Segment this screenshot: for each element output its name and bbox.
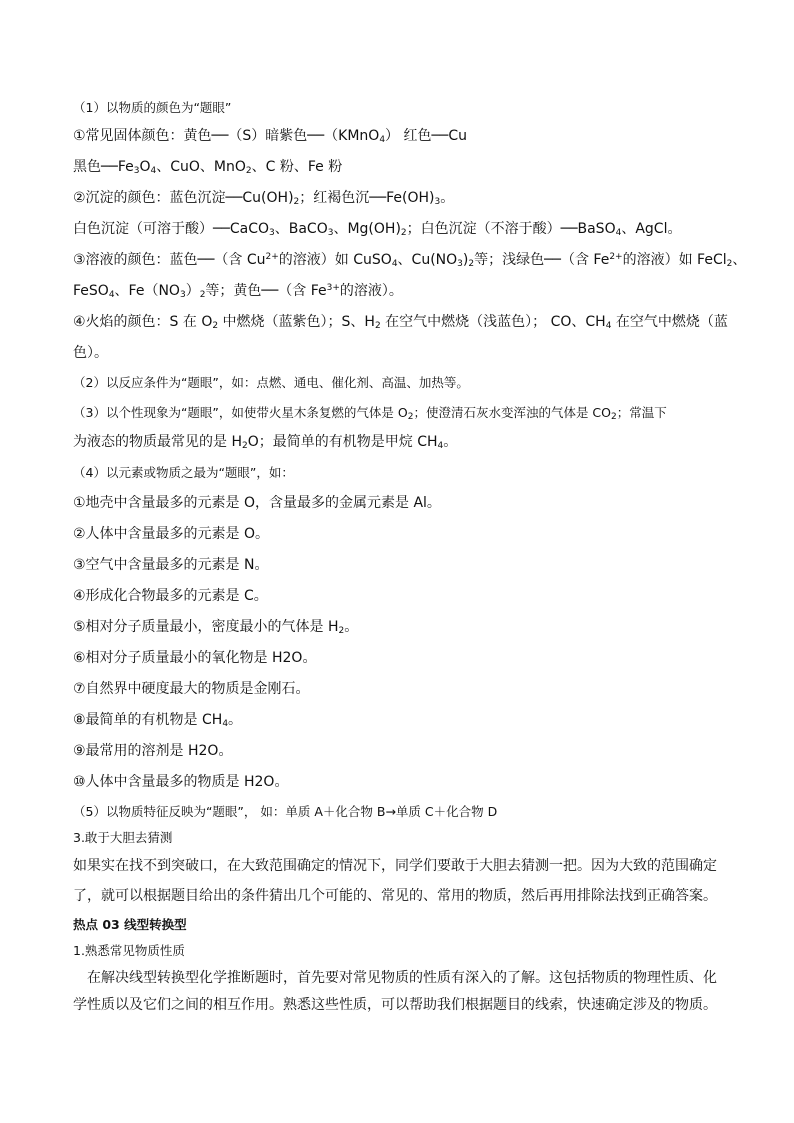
text-run: 、Mg(OH): [333, 221, 401, 237]
text-run: ⑤相对分子质量最小，密度最小的气体是 H: [73, 619, 339, 635]
text-run: O；最简单的有机物是甲烷 CH: [247, 434, 438, 450]
subscript: 4: [108, 290, 115, 300]
text-run: （3）以个性现象为“题眼”，如使带火星木条复燃的气体是 O: [73, 405, 408, 420]
subscript: 3: [179, 290, 186, 300]
text-run: ⑥相对分子质量最小的氧化物是 H2O。: [73, 650, 317, 666]
subscript: 2: [468, 259, 475, 269]
subscript: 4: [379, 135, 386, 145]
text-run: ①地壳中含量最多的元素是 O，含量最多的金属元素是 Al。: [73, 495, 441, 511]
list-item-solution-colors-cont: [73, 281, 403, 301]
text-run: （2）以反应条件为“题眼”，如：点燃、通电、催化剂、高温、加热等。: [73, 375, 469, 390]
text-run: 的溶液）。: [339, 283, 403, 299]
text-run: 在空气中燃烧（浅蓝色）； CO、CH: [380, 314, 606, 330]
list-item-solid-colors: [73, 126, 467, 146]
list-item-superlative-1: [73, 493, 441, 513]
text-run: 、: [732, 252, 747, 268]
text-run: 、Cu(NO: [397, 252, 458, 268]
text-run: 3.敢于大胆去猜测: [73, 830, 173, 845]
text-run: ②人体中含量最多的元素是 O。: [73, 526, 270, 542]
text-run: 、AgCl。: [621, 221, 682, 237]
list-item-superlative-4: [73, 586, 268, 606]
subscript: 2: [212, 321, 219, 331]
text-run: 为液态的物质最常见的是 H: [73, 434, 242, 450]
text-run: 色）。: [73, 345, 108, 361]
text-run: 学性质以及它们之间的相互作用。熟悉这些性质，可以帮助我们根据题目的线索，快速确定涉及的物质。: [73, 997, 717, 1013]
text-run: ③溶液的颜色：蓝色──（含 Cu: [73, 252, 266, 268]
text-run: 的溶液）如 FeCl: [622, 252, 727, 268]
paragraph-properties-cont: [73, 995, 717, 1015]
text-run: 黑色──Fe: [73, 159, 134, 175]
text-run: （5）以物质特征反映为“题眼”， 如：单质 A＋化合物 B→单质 C＋化合物 D: [73, 804, 498, 819]
list-item-superlative-3: [73, 555, 268, 575]
text-run: ④火焰的颜色：S 在 O: [73, 314, 213, 330]
subscript: 4: [391, 259, 398, 269]
section-heading-superlatives: [73, 463, 294, 483]
hotspot-heading: [73, 915, 187, 935]
section-heading-conditions: [73, 373, 469, 393]
subscript: 4: [222, 719, 229, 729]
text-run: 了，就可以根据题目给出的条件猜出几个可能的、常见的、常用的物质，然后再用排除法找到正确答案。: [73, 888, 717, 904]
list-item-white-precipitates: [73, 219, 681, 239]
text-run: ④形成化合物最多的元素是 C。: [73, 588, 268, 604]
subscript: 2: [407, 412, 414, 422]
text-run: 的溶液）如 CuSO: [278, 252, 392, 268]
text-run: ；白色沉淀（不溶于酸）──BaSO: [406, 221, 616, 237]
subscript: 2: [374, 321, 381, 331]
section-heading-reactions: [73, 802, 497, 822]
subscript: 4: [605, 321, 612, 331]
text-run: 、C 粉、Fe 粉: [251, 159, 343, 175]
subscript: 2: [400, 228, 407, 238]
section-heading-guess: [73, 828, 172, 848]
text-run: ⑨最常用的溶剂是 H2O。: [73, 743, 233, 759]
text-run: O: [139, 159, 151, 175]
paragraph-guess: [73, 856, 717, 876]
list-item-black-solids: [73, 157, 342, 177]
text-run: 。: [440, 190, 455, 206]
subscript: 2: [199, 290, 206, 300]
subscript: 3: [327, 228, 334, 238]
text-run: 。: [443, 434, 458, 450]
text-run: 1.熟悉常见物质性质: [73, 943, 185, 958]
subscript: 3: [457, 259, 463, 269]
subscript: 2: [338, 626, 345, 636]
subscript: 2: [293, 197, 300, 207]
list-item-solution-colors: [73, 250, 746, 270]
list-item-flame-colors-cont: [73, 343, 108, 363]
list-item-flame-colors: [73, 312, 728, 332]
text-run: 、BaCO: [274, 221, 328, 237]
subscript: 2: [245, 166, 252, 176]
text-run: 白色沉淀（可溶于酸）──CaCO: [73, 221, 270, 237]
list-item-superlative-8: [73, 710, 242, 730]
text-run: ⑩人体中含量最多的物质是 H2O。: [73, 774, 289, 790]
superscript: 2+: [265, 252, 279, 262]
text-run: ①常见固体颜色：黄色──（S）暗紫色──（KMnO: [73, 128, 380, 144]
text-run: 、Fe（NO: [114, 283, 180, 299]
text-run: ⑧最简单的有机物是 CH: [73, 712, 223, 728]
subscript: 4: [150, 166, 157, 176]
text-run: ；使澄清石灰水变浑浊的气体是 CO: [413, 405, 611, 420]
text-run: 在解决线型转换型化学推断题时，首先要对常见物质的性质有深入的了解。这包括物质的物理性质、化: [87, 970, 717, 986]
text-run: 如果实在找不到突破口，在大致范围确定的情况下，同学们要敢于大胆去猜测一把。因为大致的范围确定: [73, 858, 717, 874]
text-run: 。: [344, 619, 359, 635]
subscript: 3: [133, 166, 140, 176]
text-run: 热点 03 线型转换型: [73, 917, 187, 932]
subscript: 2: [726, 259, 733, 269]
section-heading-phenomena: [73, 403, 667, 423]
list-item-superlative-5: [73, 617, 358, 637]
text-run: ): [462, 252, 469, 268]
text-run: ③空气中含量最多的元素是 N。: [73, 557, 269, 573]
section-heading-properties: [73, 941, 185, 961]
text-run: 、CuO、MnO: [156, 159, 246, 175]
text-run: ②沉淀的颜色：蓝色沉淀──Cu(OH): [73, 190, 294, 206]
subscript: 4: [615, 228, 622, 238]
text-run: 中燃烧（蓝紫色）；S、H: [218, 314, 375, 330]
subscript: 4: [437, 441, 444, 451]
text-run: ） 红色──Cu: [385, 128, 468, 144]
text-run: （1）以物质的颜色为“题眼”: [73, 100, 232, 115]
text-run: ）: [185, 283, 200, 299]
subscript: 2: [241, 441, 248, 451]
paragraph-phenomena-cont: [73, 432, 457, 452]
paragraph-properties: [87, 968, 717, 988]
subscript: 3: [434, 197, 441, 207]
section-heading-color: [73, 98, 231, 118]
text-run: （4）以元素或物质之最为“题眼”，如：: [73, 465, 294, 480]
text-run: 等；浅绿色──（含 Fe: [474, 252, 610, 268]
list-item-superlative-9: [73, 741, 232, 761]
text-run: ；常温下: [616, 405, 667, 420]
text-run: 。: [228, 712, 243, 728]
text-run: ⑦自然界中硬度最大的物质是金刚石。: [73, 681, 310, 697]
text-run: 等；黄色──（含 Fe: [205, 283, 327, 299]
list-item-superlative-7: [73, 679, 310, 699]
paragraph-guess-cont: [73, 886, 717, 906]
list-item-precipitate-colors: [73, 188, 454, 208]
superscript: 2+: [609, 252, 623, 262]
list-item-superlative-10: [73, 772, 288, 792]
text-run: 在空气中燃烧（蓝: [611, 314, 728, 330]
superscript: 3+: [326, 283, 340, 293]
text-run: ；红褐色沉──Fe(OH): [299, 190, 435, 206]
subscript: 2: [611, 412, 617, 422]
list-item-superlative-2: [73, 524, 269, 544]
text-run: FeSO: [73, 283, 109, 299]
list-item-superlative-6: [73, 648, 316, 668]
subscript: 3: [269, 228, 275, 238]
